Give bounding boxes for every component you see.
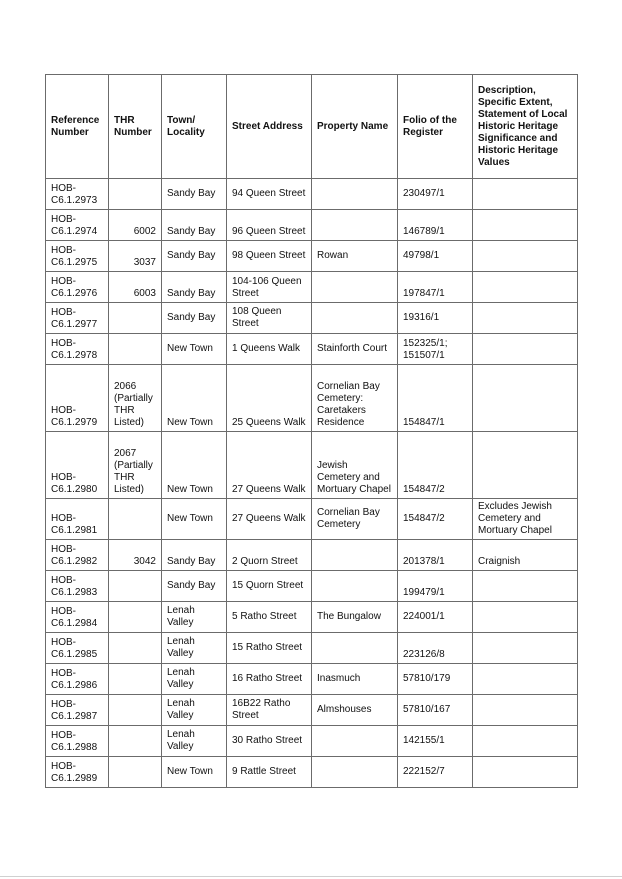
- cell-street-address: 94 Queen Street: [227, 179, 312, 210]
- cell-street-address: 104-106 Queen Street: [227, 272, 312, 303]
- cell-property-name: [312, 633, 398, 664]
- cell-street-address: 27 Queens Walk: [227, 432, 312, 499]
- cell-street-address: 30 Ratho Street: [227, 726, 312, 757]
- cell-reference-number: HOB-C6.1.2982: [46, 540, 109, 571]
- cell-town-locality: Sandy Bay: [162, 303, 227, 334]
- cell-thr-number: [109, 179, 162, 210]
- cell-reference-number: HOB-C6.1.2979: [46, 365, 109, 432]
- cell-thr-number: [109, 334, 162, 365]
- table-row: [46, 272, 578, 303]
- cell-property-name: The Bungalow: [312, 602, 398, 633]
- header-street-address: Street Address: [227, 75, 312, 179]
- cell-town-locality: Sandy Bay: [162, 210, 227, 241]
- header-town-locality: Town/ Locality: [162, 75, 227, 179]
- cell-town-locality: Lenah Valley: [162, 695, 227, 726]
- cell-street-address: 15 Ratho Street: [227, 633, 312, 664]
- cell-reference-number: HOB-C6.1.2987: [46, 695, 109, 726]
- cell-folio: 19316/1: [398, 303, 473, 334]
- cell-town-locality: Sandy Bay: [162, 179, 227, 210]
- cell-description: Craignish: [473, 540, 578, 571]
- cell-town-locality: New Town: [162, 334, 227, 365]
- cell-town-locality: Sandy Bay: [162, 272, 227, 303]
- table-row: [46, 179, 578, 210]
- cell-reference-number: HOB-C6.1.2974: [46, 210, 109, 241]
- table-header: [46, 75, 578, 179]
- cell-description: [473, 695, 578, 726]
- header-thr-number: THR Number: [109, 75, 162, 179]
- cell-folio: 222152/7: [398, 757, 473, 788]
- cell-thr-number: 3042: [109, 540, 162, 571]
- cell-description: [473, 365, 578, 432]
- cell-street-address: 1 Queens Walk: [227, 334, 312, 365]
- table-row: [46, 695, 578, 726]
- cell-folio: 201378/1: [398, 540, 473, 571]
- header-reference-number: Reference Number: [46, 75, 109, 179]
- header-folio: Folio of the Register: [398, 75, 473, 179]
- cell-town-locality: New Town: [162, 432, 227, 499]
- cell-town-locality: Sandy Bay: [162, 241, 227, 272]
- page-bottom-rule: [0, 876, 622, 877]
- cell-description: [473, 179, 578, 210]
- cell-town-locality: Lenah Valley: [162, 633, 227, 664]
- cell-street-address: 27 Queens Walk: [227, 499, 312, 540]
- cell-folio: 49798/1: [398, 241, 473, 272]
- cell-property-name: [312, 272, 398, 303]
- table-row: [46, 540, 578, 571]
- cell-property-name: Almshouses: [312, 695, 398, 726]
- cell-property-name: Rowan: [312, 241, 398, 272]
- cell-street-address: 16B22 Ratho Street: [227, 695, 312, 726]
- table-row: [46, 726, 578, 757]
- cell-town-locality: Sandy Bay: [162, 540, 227, 571]
- table-row: [46, 334, 578, 365]
- cell-property-name: [312, 540, 398, 571]
- cell-folio: 154847/2: [398, 499, 473, 540]
- cell-street-address: 96 Queen Street: [227, 210, 312, 241]
- cell-town-locality: New Town: [162, 499, 227, 540]
- cell-description: Excludes Jewish Cemetery and Mortuary Chapel: [473, 499, 578, 540]
- cell-street-address: 9 Rattle Street: [227, 757, 312, 788]
- table-row: [46, 633, 578, 664]
- table-row: [46, 241, 578, 272]
- cell-folio: 146789/1: [398, 210, 473, 241]
- cell-property-name: [312, 303, 398, 334]
- cell-reference-number: HOB-C6.1.2975: [46, 241, 109, 272]
- cell-thr-number: 6003: [109, 272, 162, 303]
- cell-town-locality: Lenah Valley: [162, 664, 227, 695]
- cell-description: [473, 272, 578, 303]
- table-row: [46, 210, 578, 241]
- cell-property-name: [312, 726, 398, 757]
- cell-description: [473, 241, 578, 272]
- cell-street-address: 25 Queens Walk: [227, 365, 312, 432]
- cell-description: [473, 210, 578, 241]
- cell-folio: 152325/1; 151507/1: [398, 334, 473, 365]
- table-row: [46, 571, 578, 602]
- cell-town-locality: Lenah Valley: [162, 602, 227, 633]
- cell-property-name: Stainforth Court: [312, 334, 398, 365]
- cell-reference-number: HOB-C6.1.2977: [46, 303, 109, 334]
- cell-description: [473, 602, 578, 633]
- cell-street-address: 15 Quorn Street: [227, 571, 312, 602]
- cell-town-locality: New Town: [162, 757, 227, 788]
- cell-folio: 197847/1: [398, 272, 473, 303]
- cell-thr-number: [109, 499, 162, 540]
- cell-thr-number: 2067 (Partially THR Listed): [109, 432, 162, 499]
- cell-description: [473, 571, 578, 602]
- cell-reference-number: HOB-C6.1.2984: [46, 602, 109, 633]
- cell-thr-number: [109, 726, 162, 757]
- cell-street-address: 2 Quorn Street: [227, 540, 312, 571]
- cell-thr-number: [109, 664, 162, 695]
- cell-property-name: Inasmuch: [312, 664, 398, 695]
- cell-property-name: [312, 210, 398, 241]
- cell-reference-number: HOB-C6.1.2986: [46, 664, 109, 695]
- cell-street-address: 5 Ratho Street: [227, 602, 312, 633]
- cell-street-address: 16 Ratho Street: [227, 664, 312, 695]
- cell-town-locality: New Town: [162, 365, 227, 432]
- cell-folio: 154847/1: [398, 365, 473, 432]
- heritage-register-table: [45, 74, 578, 788]
- cell-folio: 57810/179: [398, 664, 473, 695]
- table-row: [46, 303, 578, 334]
- header-row: [46, 75, 578, 179]
- cell-description: [473, 664, 578, 695]
- cell-thr-number: [109, 695, 162, 726]
- cell-reference-number: HOB-C6.1.2976: [46, 272, 109, 303]
- cell-property-name: Cornelian Bay Cemetery: Caretakers Residence: [312, 365, 398, 432]
- cell-reference-number: HOB-C6.1.2980: [46, 432, 109, 499]
- cell-description: [473, 726, 578, 757]
- cell-reference-number: HOB-C6.1.2983: [46, 571, 109, 602]
- cell-folio: 224001/1: [398, 602, 473, 633]
- cell-thr-number: [109, 757, 162, 788]
- table-row: [46, 664, 578, 695]
- cell-thr-number: [109, 602, 162, 633]
- cell-folio: 154847/2: [398, 432, 473, 499]
- cell-thr-number: [109, 633, 162, 664]
- cell-property-name: [312, 571, 398, 602]
- cell-folio: 230497/1: [398, 179, 473, 210]
- table-row: [46, 602, 578, 633]
- header-description: Description, Specific Extent, Statement of Local Historic Heritage Significance and Historic Heritage Values: [473, 75, 578, 179]
- cell-thr-number: [109, 303, 162, 334]
- cell-property-name: Cornelian Bay Cemetery: [312, 499, 398, 540]
- header-property-name: Property Name: [312, 75, 398, 179]
- cell-street-address: 98 Queen Street: [227, 241, 312, 272]
- cell-reference-number: HOB-C6.1.2985: [46, 633, 109, 664]
- cell-reference-number: HOB-C6.1.2989: [46, 757, 109, 788]
- cell-property-name: [312, 179, 398, 210]
- cell-property-name: Jewish Cemetery and Mortuary Chapel: [312, 432, 398, 499]
- table-body: [46, 179, 578, 788]
- cell-town-locality: Lenah Valley: [162, 726, 227, 757]
- table-row: [46, 365, 578, 432]
- cell-reference-number: HOB-C6.1.2981: [46, 499, 109, 540]
- cell-description: [473, 633, 578, 664]
- cell-description: [473, 432, 578, 499]
- table-row: [46, 757, 578, 788]
- cell-folio: 223126/8: [398, 633, 473, 664]
- cell-thr-number: 2066 (Partially THR Listed): [109, 365, 162, 432]
- cell-reference-number: HOB-C6.1.2973: [46, 179, 109, 210]
- cell-thr-number: [109, 571, 162, 602]
- cell-description: [473, 334, 578, 365]
- cell-thr-number: 6002: [109, 210, 162, 241]
- table-row: [46, 432, 578, 499]
- cell-street-address: 108 Queen Street: [227, 303, 312, 334]
- cell-reference-number: HOB-C6.1.2978: [46, 334, 109, 365]
- cell-reference-number: HOB-C6.1.2988: [46, 726, 109, 757]
- cell-property-name: [312, 757, 398, 788]
- cell-folio: 199479/1: [398, 571, 473, 602]
- cell-description: [473, 303, 578, 334]
- table-row: [46, 499, 578, 540]
- cell-town-locality: Sandy Bay: [162, 571, 227, 602]
- cell-folio: 142155/1: [398, 726, 473, 757]
- cell-folio: 57810/167: [398, 695, 473, 726]
- cell-description: [473, 757, 578, 788]
- cell-thr-number: 3037: [109, 241, 162, 272]
